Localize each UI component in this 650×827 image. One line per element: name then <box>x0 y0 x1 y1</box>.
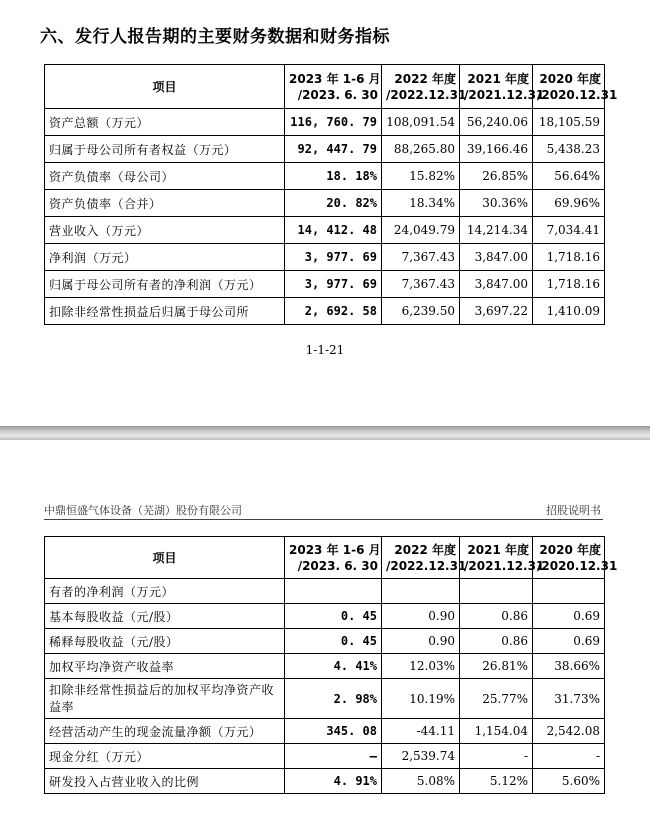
row-label: 研发投入占营业收入的比例 <box>45 769 285 794</box>
cell-2021: - <box>460 744 533 769</box>
cell-2020: 0.69 <box>533 604 605 629</box>
table-row <box>45 719 605 744</box>
cell-2023h1: 92, 447. 79 <box>285 136 382 163</box>
cell-2020: 0.69 <box>533 629 605 654</box>
row-label: 资产总额（万元） <box>45 109 285 136</box>
row-label: 经营活动产生的现金流量净额（万元） <box>45 719 285 744</box>
cell-2020: 1,410.09 <box>533 298 605 325</box>
cell-2021: 30.36% <box>460 190 533 217</box>
cell-2023h1: 14, 412. 48 <box>285 217 382 244</box>
running-header-doc-type: 招股说明书 <box>546 504 601 517</box>
table-row <box>45 217 605 244</box>
col-header-2021: 2021 年度 /2021.12.31 <box>460 65 533 109</box>
cell-2021: 26.81% <box>460 654 533 679</box>
row-label: 资产负债率（母公司） <box>45 163 285 190</box>
financial-table-2 <box>44 536 618 794</box>
cell-2023h1: – <box>285 744 382 769</box>
col-header-2022: 2022 年度 /2022.12.31 <box>382 537 460 579</box>
cell-2023h1: 2. 98% <box>285 679 382 719</box>
cell-2023h1: 3, 977. 69 <box>285 244 382 271</box>
cell-2020: 18,105.59 <box>533 109 605 136</box>
cell-2023h1: 4. 41% <box>285 654 382 679</box>
table-row <box>45 190 605 217</box>
cell-2022: 7,367.43 <box>382 244 460 271</box>
table-row <box>45 244 605 271</box>
cell-2023h1: 18. 18% <box>285 163 382 190</box>
col-header-2020: 2020 年度 /2020.12.31 <box>533 65 605 109</box>
cell-2021: 3,847.00 <box>460 271 533 298</box>
col-header-2023h1: 2023 年 1-6 月 /2023. 6. 30 <box>285 65 382 109</box>
cell-2020: 38.66% <box>533 654 605 679</box>
cell-2022: 7,367.43 <box>382 271 460 298</box>
cell-2021: 39,166.46 <box>460 136 533 163</box>
table-row <box>45 163 605 190</box>
cell-2022: 6,239.50 <box>382 298 460 325</box>
cell-2022: 2,539.74 <box>382 744 460 769</box>
cell-2023h1: 345. 08 <box>285 719 382 744</box>
section-title: 六、发行人报告期的主要财务数据和财务指标 <box>40 27 390 47</box>
cell-2020: 2,542.08 <box>533 719 605 744</box>
table-row <box>45 136 605 163</box>
row-label: 现金分红（万元） <box>45 744 285 769</box>
table-row <box>45 579 605 604</box>
row-label: 加权平均净资产收益率 <box>45 654 285 679</box>
cell-2021 <box>460 579 533 604</box>
cell-2021: 14,214.34 <box>460 217 533 244</box>
page-separator <box>0 426 650 440</box>
cell-2023h1 <box>285 579 382 604</box>
cell-2023h1: 0. 45 <box>285 629 382 654</box>
cell-2021: 1,154.04 <box>460 719 533 744</box>
table-row <box>45 271 605 298</box>
cell-2022: 15.82% <box>382 163 460 190</box>
table-header-row <box>45 537 605 579</box>
cell-2021: 0.86 <box>460 604 533 629</box>
cell-2022: 108,091.54 <box>382 109 460 136</box>
row-label: 基本每股收益（元/股） <box>45 604 285 629</box>
cell-2021: 0.86 <box>460 629 533 654</box>
table-row <box>45 769 605 794</box>
cell-2020: 56.64% <box>533 163 605 190</box>
running-header-company: 中鼎恒盛气体设备（芜湖）股份有限公司 <box>44 504 242 517</box>
table-row <box>45 744 605 769</box>
row-label: 净利润（万元） <box>45 244 285 271</box>
header-rule <box>44 519 603 520</box>
cell-2020: 7,034.41 <box>533 217 605 244</box>
table-row <box>45 629 605 654</box>
col-header-2020: 2020 年度 /2020.12.31 <box>533 537 605 579</box>
cell-2022: 0.90 <box>382 604 460 629</box>
cell-2022: 18.34% <box>382 190 460 217</box>
table-row <box>45 109 605 136</box>
page-number: 1-1-21 <box>305 343 345 357</box>
col-header-2021: 2021 年度 /2021.12.31 <box>460 537 533 579</box>
cell-2023h1: 3, 977. 69 <box>285 271 382 298</box>
financial-table-1 <box>44 64 618 325</box>
cell-2022: 88,265.80 <box>382 136 460 163</box>
cell-2022: -44.11 <box>382 719 460 744</box>
table-header-row <box>45 65 605 109</box>
cell-2020: 5.60% <box>533 769 605 794</box>
table-row <box>45 604 605 629</box>
cell-2023h1: 0. 45 <box>285 604 382 629</box>
cell-2020 <box>533 579 605 604</box>
cell-2021: 56,240.06 <box>460 109 533 136</box>
cell-2021: 26.85% <box>460 163 533 190</box>
row-label: 有者的净利润（万元） <box>45 579 285 604</box>
cell-2021: 3,697.22 <box>460 298 533 325</box>
cell-2022: 0.90 <box>382 629 460 654</box>
row-label: 资产负债率（合并） <box>45 190 285 217</box>
cell-2021: 5.12% <box>460 769 533 794</box>
cell-2021: 3,847.00 <box>460 244 533 271</box>
row-label: 营业收入（万元） <box>45 217 285 244</box>
cell-2020: 1,718.16 <box>533 271 605 298</box>
cell-2021: 25.77% <box>460 679 533 719</box>
row-label: 扣除非经常性损益后的加权平均净资产收益率 <box>45 679 285 719</box>
col-header-item: 项目 <box>45 537 285 579</box>
cell-2022 <box>382 579 460 604</box>
table-row <box>45 679 605 719</box>
cell-2020: 69.96% <box>533 190 605 217</box>
row-label: 归属于母公司所有者权益（万元） <box>45 136 285 163</box>
cell-2023h1: 116, 760. 79 <box>285 109 382 136</box>
row-label: 稀释每股收益（元/股） <box>45 629 285 654</box>
cell-2022: 5.08% <box>382 769 460 794</box>
row-label: 归属于母公司所有者的净利润（万元） <box>45 271 285 298</box>
cell-2022: 24,049.79 <box>382 217 460 244</box>
table-row <box>45 654 605 679</box>
col-header-item: 项目 <box>45 65 285 109</box>
cell-2020: 31.73% <box>533 679 605 719</box>
table-row <box>45 298 605 325</box>
cell-2022: 12.03% <box>382 654 460 679</box>
cell-2023h1: 20. 82% <box>285 190 382 217</box>
cell-2023h1: 2, 692. 58 <box>285 298 382 325</box>
row-label: 扣除非经常性损益后归属于母公司所 <box>45 298 285 325</box>
col-header-2022: 2022 年度 /2022.12.31 <box>382 65 460 109</box>
col-header-2023h1: 2023 年 1-6 月 /2023. 6. 30 <box>285 537 382 579</box>
cell-2020: - <box>533 744 605 769</box>
cell-2022: 10.19% <box>382 679 460 719</box>
cell-2020: 5,438.23 <box>533 136 605 163</box>
cell-2023h1: 4. 91% <box>285 769 382 794</box>
cell-2020: 1,718.16 <box>533 244 605 271</box>
